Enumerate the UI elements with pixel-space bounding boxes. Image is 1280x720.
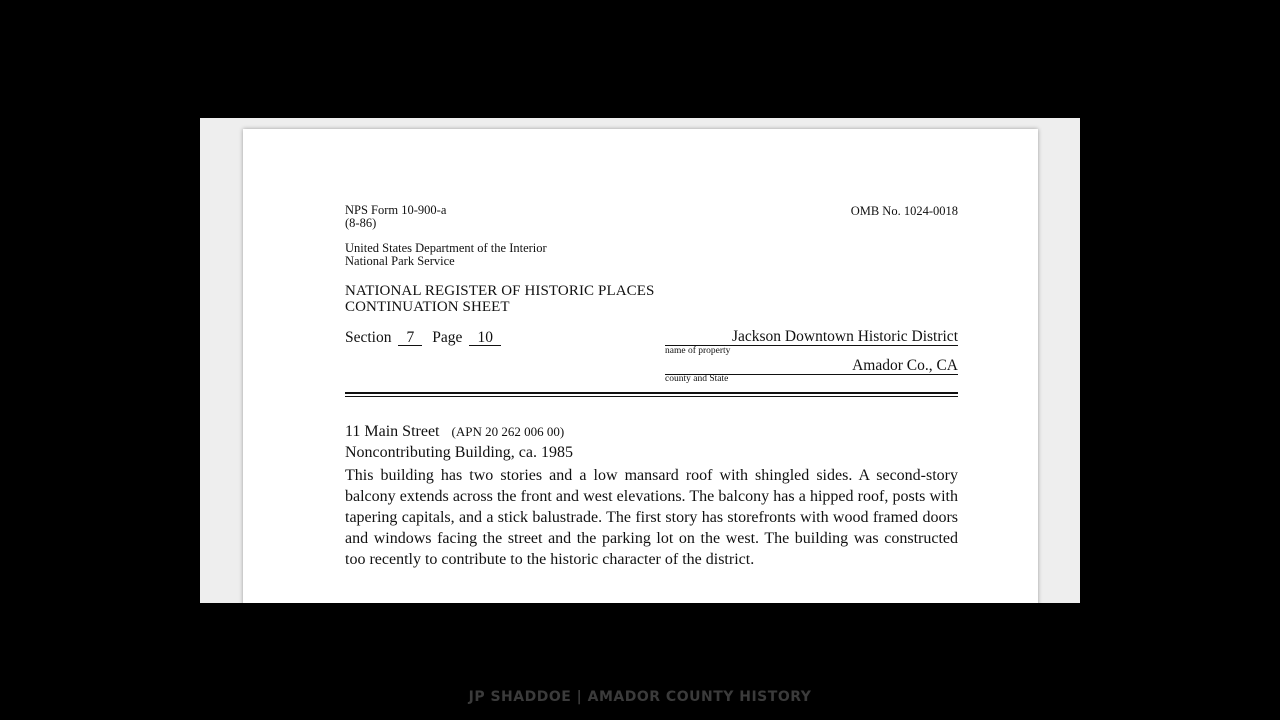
entry-description: This building has two stories and a low mansard roof with shingled sides. A second-story balcony extends across the front and west elevations. The balcony has a hipped roof, posts with tapering capitals, and a stick balustrade. The first story has storefronts with wood framed doors and windows facing the street and the parking lot on the west. The building was constructed too recently to contribute to the historic character of the district.	[345, 467, 958, 568]
section-value: 7	[398, 330, 422, 346]
county-state-caption: county and State	[665, 374, 729, 384]
form-date: (8-86)	[345, 216, 377, 230]
entry-heading	[345, 423, 564, 441]
document-viewer	[200, 118, 1080, 603]
page-value: 10	[469, 330, 501, 346]
entry-status: Noncontributing Building, ca. 1985	[345, 444, 573, 461]
header-rule-thick	[345, 392, 958, 394]
department-name: United States Department of the Interior	[345, 241, 547, 255]
section-page-line	[345, 329, 501, 347]
header-rule-thin	[345, 396, 958, 397]
nps-form-number: NPS Form 10-900-a	[345, 203, 447, 217]
property-name: Jackson Downtown Historic District	[665, 329, 958, 346]
omb-number: OMB No. 1024-0018	[850, 204, 958, 218]
section-label: Section	[345, 329, 392, 346]
continuation-title: CONTINUATION SHEET	[345, 299, 510, 315]
document-page	[243, 129, 1038, 603]
entry-apn: (APN 20 262 006 00)	[451, 424, 565, 439]
county-state: Amador Co., CA	[665, 358, 958, 375]
property-name-caption: name of property	[665, 346, 731, 356]
register-title: NATIONAL REGISTER OF HISTORIC PLACES	[345, 283, 655, 299]
service-name: National Park Service	[345, 254, 455, 268]
entry-address: 11 Main Street	[345, 423, 440, 440]
page-label: Page	[432, 329, 463, 346]
footer-credit: JP SHADDOE | AMADOR COUNTY HISTORY	[468, 689, 812, 705]
